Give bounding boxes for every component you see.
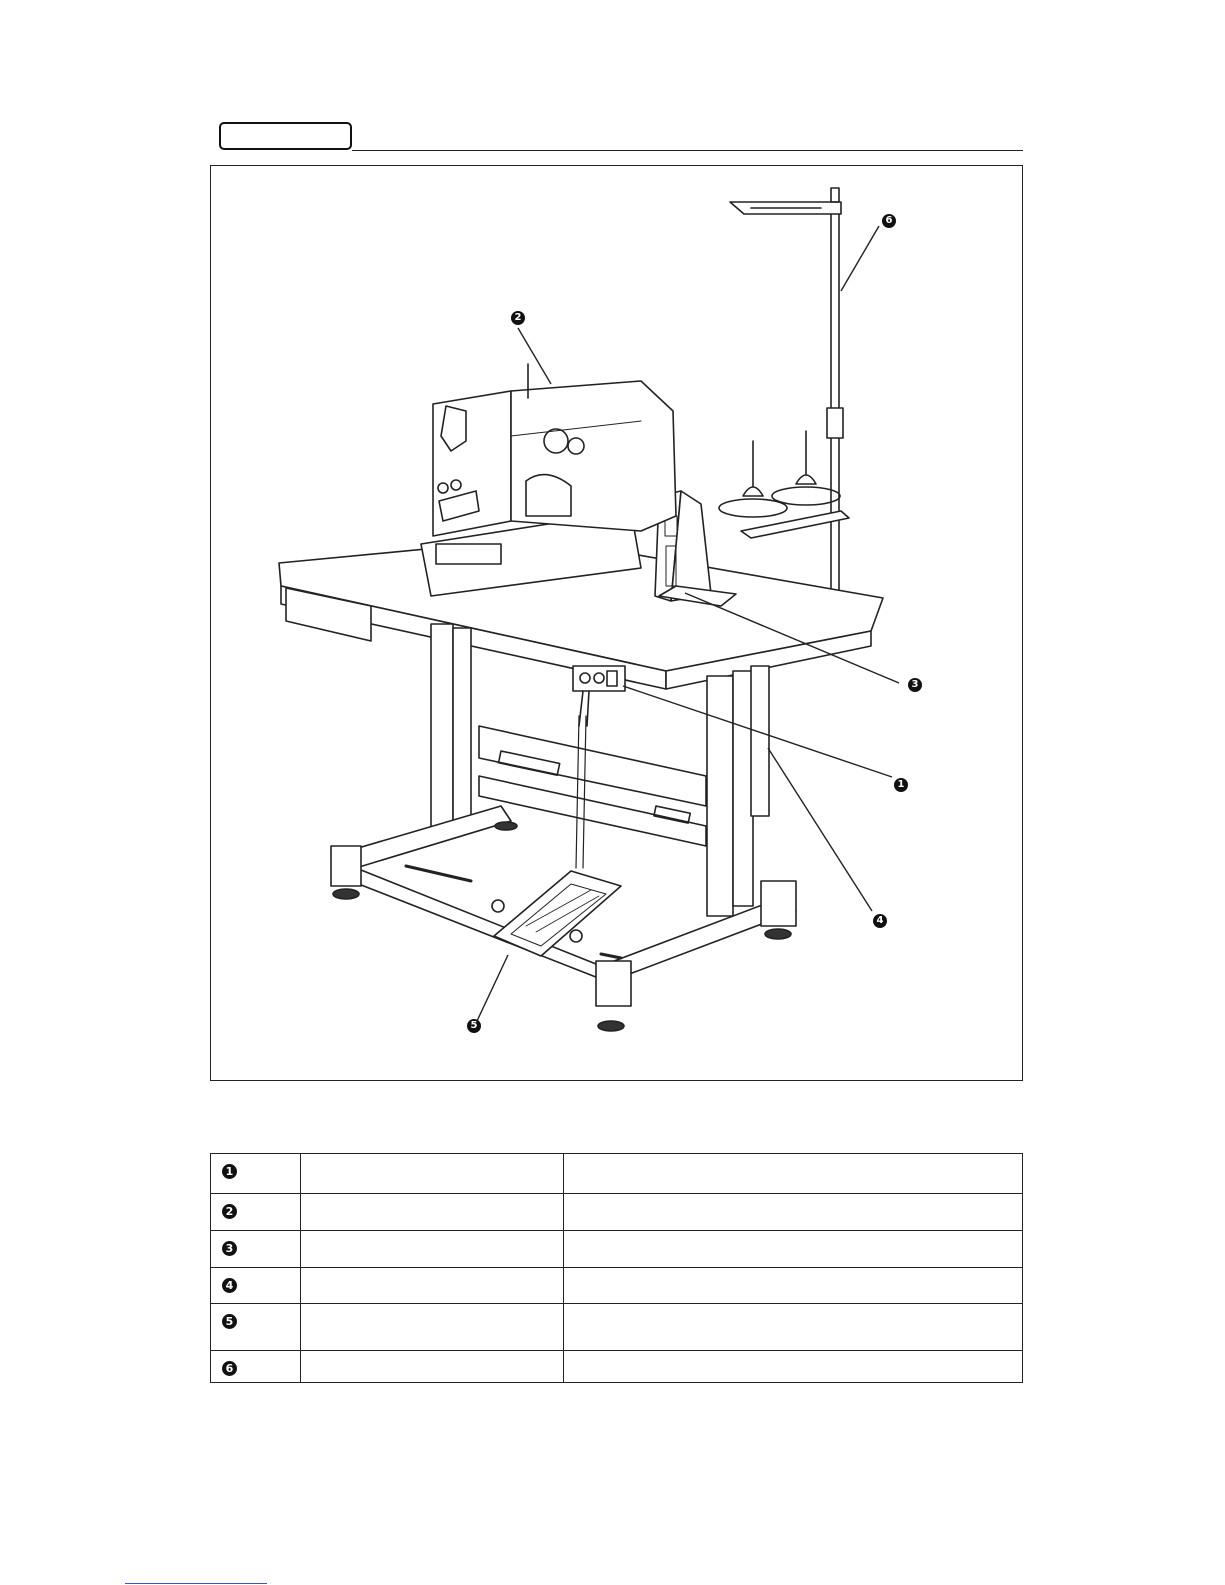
table-row bbox=[211, 1351, 1023, 1383]
part-name-cell bbox=[301, 1351, 564, 1383]
table-row bbox=[211, 1154, 1023, 1194]
table-row bbox=[211, 1304, 1023, 1351]
callout-5: 5 bbox=[467, 1019, 481, 1033]
part-name-cell bbox=[301, 1268, 564, 1304]
callout-6: 6 bbox=[882, 214, 896, 228]
part-name-cell bbox=[301, 1194, 564, 1231]
machine-illustration-frame bbox=[210, 165, 1023, 1081]
row-number-badge: 2 bbox=[222, 1204, 237, 1219]
part-description-cell bbox=[564, 1268, 1023, 1304]
part-name-cell bbox=[301, 1231, 564, 1268]
callout-leader-lines bbox=[211, 166, 1022, 1080]
row-number-badge: 6 bbox=[222, 1361, 237, 1376]
parts-table bbox=[210, 1153, 1023, 1383]
part-description-cell bbox=[564, 1154, 1023, 1194]
part-name-cell bbox=[301, 1154, 564, 1194]
callout-4: 4 bbox=[873, 914, 887, 928]
section-tab bbox=[219, 122, 352, 150]
callout-1: 1 bbox=[894, 778, 908, 792]
part-description-cell bbox=[564, 1304, 1023, 1351]
part-name-cell bbox=[301, 1304, 564, 1351]
row-number-badge: 3 bbox=[222, 1241, 237, 1256]
table-row bbox=[211, 1231, 1023, 1268]
table-row bbox=[211, 1268, 1023, 1304]
callout-3: 3 bbox=[908, 678, 922, 692]
part-description-cell bbox=[564, 1194, 1023, 1231]
callout-2: 2 bbox=[511, 311, 525, 325]
row-number-badge: 4 bbox=[222, 1278, 237, 1293]
row-number-badge: 5 bbox=[222, 1314, 237, 1329]
footer-link-underline[interactable] bbox=[125, 1583, 267, 1584]
header-rule bbox=[352, 150, 1023, 151]
part-description-cell bbox=[564, 1231, 1023, 1268]
row-number-badge: 1 bbox=[222, 1164, 237, 1179]
table-row bbox=[211, 1194, 1023, 1231]
part-description-cell bbox=[564, 1351, 1023, 1383]
